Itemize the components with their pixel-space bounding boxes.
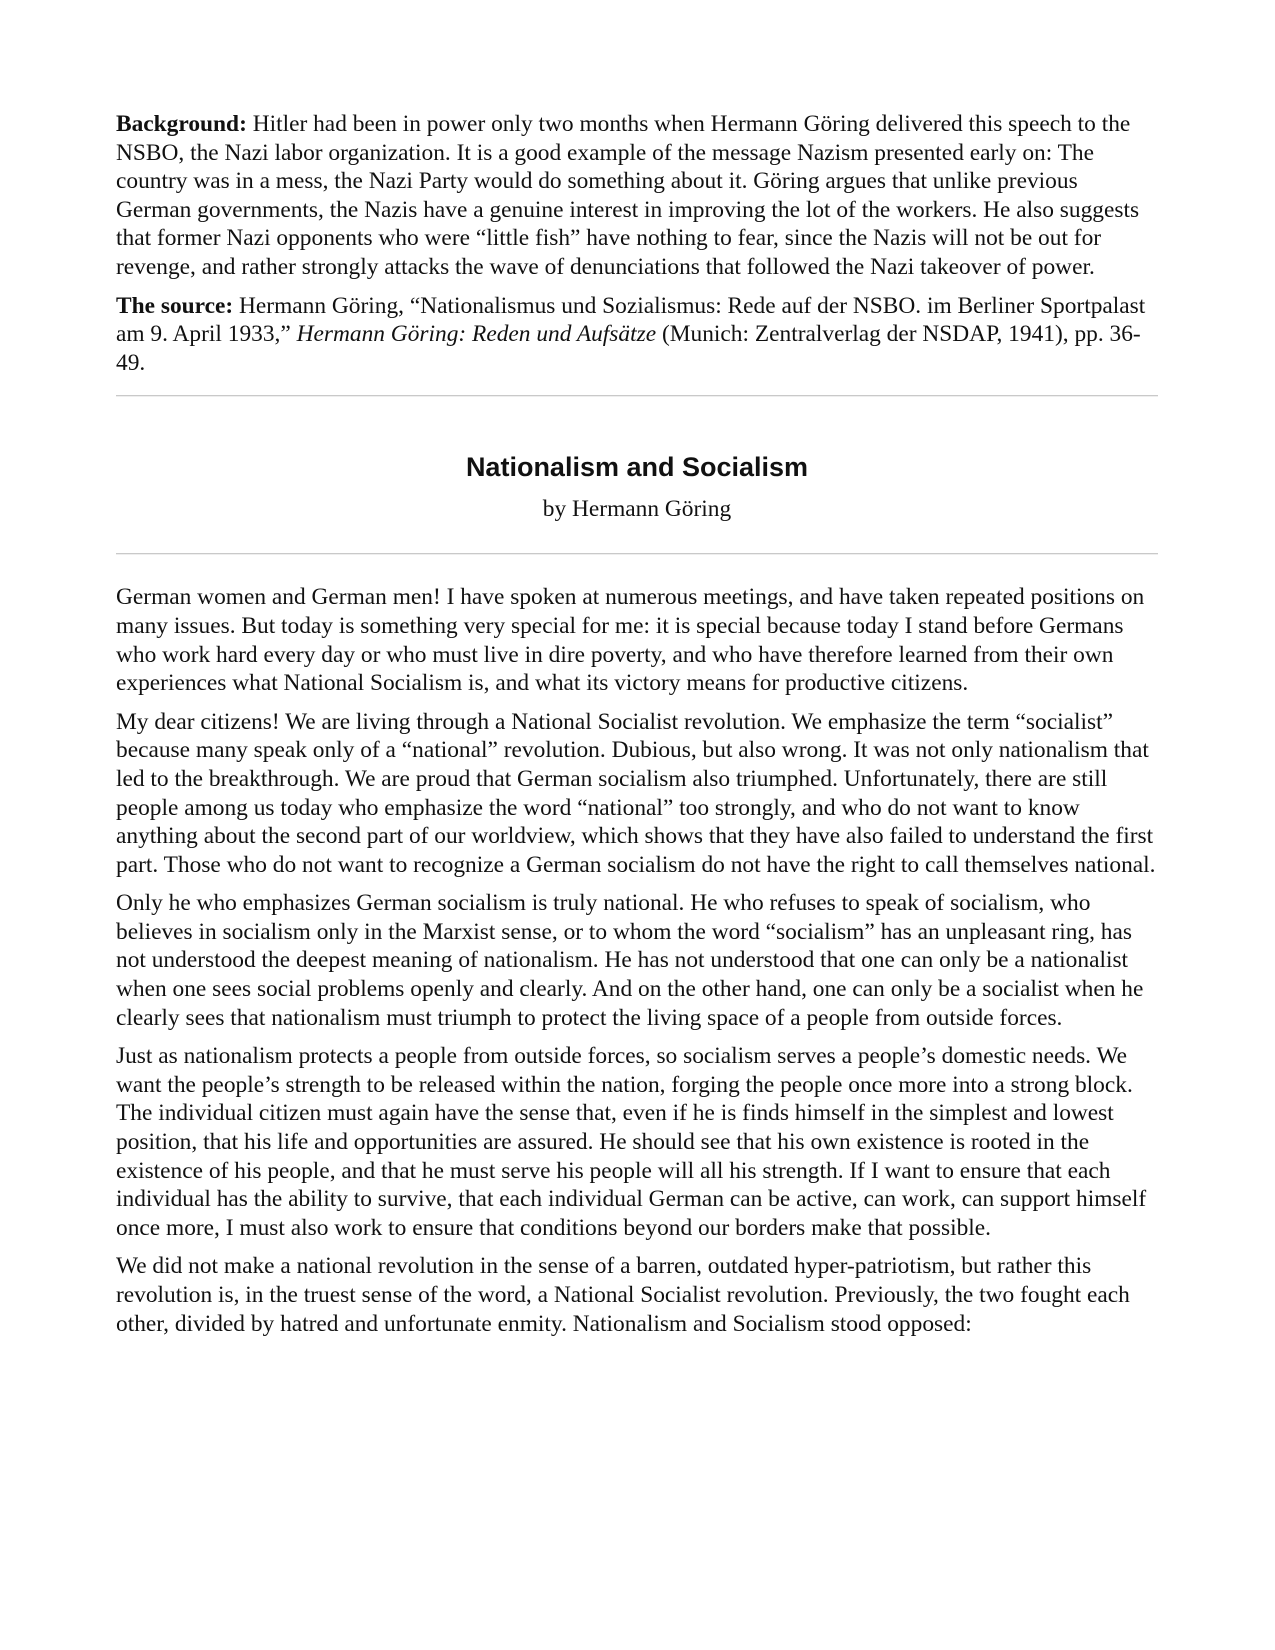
article-body: [116, 555, 1158, 1338]
body-paragraph: Only he who emphasizes German socialism is truly national. He who refuses to speak of socialism, who believes in socialism only in the Marxist sense, or to whom the word “socialism” has an unpleasant ring, has not understood the deepest meaning of nationalism. He has not understood that one can only be a nationalist when one sees social problems openly and clearly. And on the other hand, one can only be a socialist when he clearly sees that nationalism must triumph to protect the living space of a people from outside forces.: [116, 890, 1144, 1031]
document-page: [116, 110, 1158, 1348]
background-text: Hitler had been in power only two months when Hermann Göring delivered this speech to the NSBO, the Nazi labor organization. It is a good example of the message Nazism presented early on: The country was in a mess, the Nazi Party would do something about it. Göring argues that unlike previous German governments, the Nazis have a genuine interest in improving the lot of the workers. He also suggests that former Nazi opponents who were “little fish” have nothing to fear, since the Nazis will not be out for revenge, and rather strongly attacks the wave of denunciations that followed the Nazi takeover of power.: [116, 111, 1140, 280]
source-book-title: Hermann Göring: Reden und Aufsätze: [296, 321, 657, 348]
article-header: [116, 397, 1158, 553]
body-paragraph: We did not make a national revolution in the sense of a barren, outdated hyper-patriotism, but rather this revolution is, in the truest sense of the word, a National Socialist revolution. Previously, the two fought each other, divided by hatred and unfortunate enmity. Nationalism and Socialism stood opposed:: [116, 1253, 1130, 1337]
article-title: Nationalism and Socialism: [465, 452, 809, 483]
source-text-part-1: Hermann Göring, “Nationalismus und Sozialismus: Rede auf der NSBO. im Berliner Sportpalast am 9. April 1933,”: [116, 292, 1146, 348]
body-paragraph: German women and German men! I have spoken at numerous meetings, and have taken repeated positions on many issues. But today is something very special for me: it is special because today I stand before Germans who work hard every day or who must live in dire poverty, and who have therefore learned from their own experiences what National Socialism is, and what its victory means for productive citizens.: [116, 584, 1145, 697]
background-paragraph: [116, 110, 1158, 282]
source-label: The source:: [116, 292, 234, 319]
source-text-part-2: (Munich: Zentralverlag der NSDAP, 1941), pp. 36-49.: [116, 321, 1141, 376]
body-paragraph: Just as nationalism protects a people from outside forces, so socialism serves a people’s domestic needs. We want the people’s strength to be released within the nation, forging the people once more into a strong block. The individual citizen must again have the sense that, even if he is finds himself in the simplest and lowest position, that his life and opportunities are assured. He should see that his own existence is rooted in the existence of his people, and that he must serve his people will all his strength. If I want to ensure that each individual has the ability to survive, that each individual German can be active, can work, can support himself once more, I must also work to ensure that conditions beyond our borders make that possible.: [116, 1043, 1147, 1241]
article-byline: by Hermann Göring: [542, 496, 732, 523]
body-paragraph: My dear citizens! We are living through a National Socialist revolution. We emphasize the term “socialist” because many speak only of a “national” revolution. Dubious, but also wrong. It was not only nationalism that led to the breakthrough. We are proud that German socialism also triumphed. Unfortunately, there are still people among us today who emphasize the word “national” too strongly, and who do not want to know anything about the second part of our worldview, which shows that they have also failed to understand the first part. Those who do not want to recognize a German socialism do not have the right to call themselves national.: [116, 708, 1156, 878]
source-paragraph: [116, 292, 1158, 378]
background-label: Background:: [116, 111, 247, 137]
